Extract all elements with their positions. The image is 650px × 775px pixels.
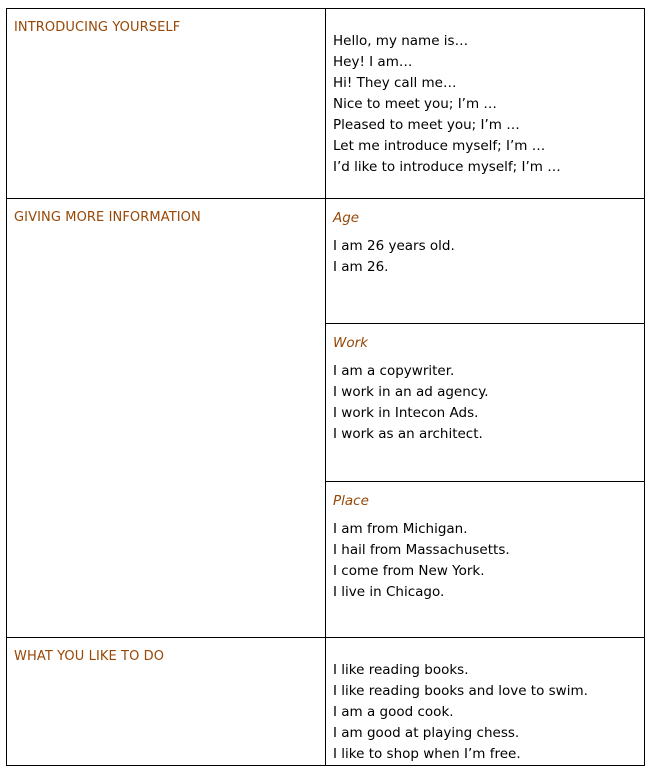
phrase-list-work [326, 352, 644, 445]
heading-giving-more-information: GIVING MORE INFORMATION [14, 210, 201, 225]
phrase-item: I like reading books. [333, 662, 469, 678]
phrase-item: Let me introduce myself; I’m … [333, 138, 546, 154]
phrase-item: Hey! I am… [333, 54, 413, 70]
phrases-table [6, 8, 645, 766]
phrase-item: I am a copywriter. [333, 363, 455, 379]
phrase-item: Nice to meet you; I’m … [333, 96, 497, 112]
phrase-list-place [326, 510, 644, 603]
phrases-cell-place [326, 482, 645, 638]
phrase-item: I am a good cook. [333, 704, 454, 720]
phrase-item: I like reading books and love to swim. [333, 683, 588, 699]
heading-introducing-yourself: INTRODUCING YOURSELF [14, 20, 181, 35]
phrase-item: I am 26 years old. [333, 238, 455, 254]
phrase-item: Hello, my name is… [333, 33, 469, 49]
table-row-age [7, 199, 645, 324]
phrases-cell-age [326, 199, 645, 324]
phrase-item: I live in Chicago. [333, 584, 445, 600]
phrases-cell-like-to-do [326, 638, 645, 766]
phrase-item: Hi! They call me… [333, 75, 457, 91]
phrase-item: I am 26. [333, 259, 389, 275]
document-page [6, 8, 644, 767]
subheading-work: Work [333, 335, 368, 351]
phrase-item: Pleased to meet you; I’m … [333, 117, 520, 133]
phrase-item: I am good at playing chess. [333, 725, 520, 741]
category-cell-more-info [7, 199, 326, 638]
phrase-list-age [326, 227, 644, 278]
phrases-cell-work [326, 324, 645, 482]
subheading-age: Age [333, 210, 360, 226]
phrase-list-introducing [326, 9, 644, 178]
phrase-item: I work in an ad agency. [333, 384, 489, 400]
table-row-introducing [7, 9, 645, 199]
phrase-item: I work as an architect. [333, 426, 483, 442]
phrase-item: I hail from Massachusetts. [333, 542, 510, 558]
heading-what-you-like-to-do: WHAT YOU LIKE TO DO [14, 649, 165, 664]
phrase-item: I come from New York. [333, 563, 485, 579]
subheading-place: Place [333, 493, 369, 509]
phrase-item: I like to shop when I’m free. [333, 746, 521, 762]
phrase-item: I’d like to introduce myself; I’m … [333, 159, 561, 175]
table-row-like-to-do [7, 638, 645, 766]
category-cell-like-to-do [7, 638, 326, 766]
phrase-item: I am from Michigan. [333, 521, 468, 537]
phrase-item: I work in Intecon Ads. [333, 405, 479, 421]
phrases-cell-introducing [326, 9, 645, 199]
category-cell-introducing [7, 9, 326, 199]
phrase-list-like-to-do [326, 638, 644, 765]
